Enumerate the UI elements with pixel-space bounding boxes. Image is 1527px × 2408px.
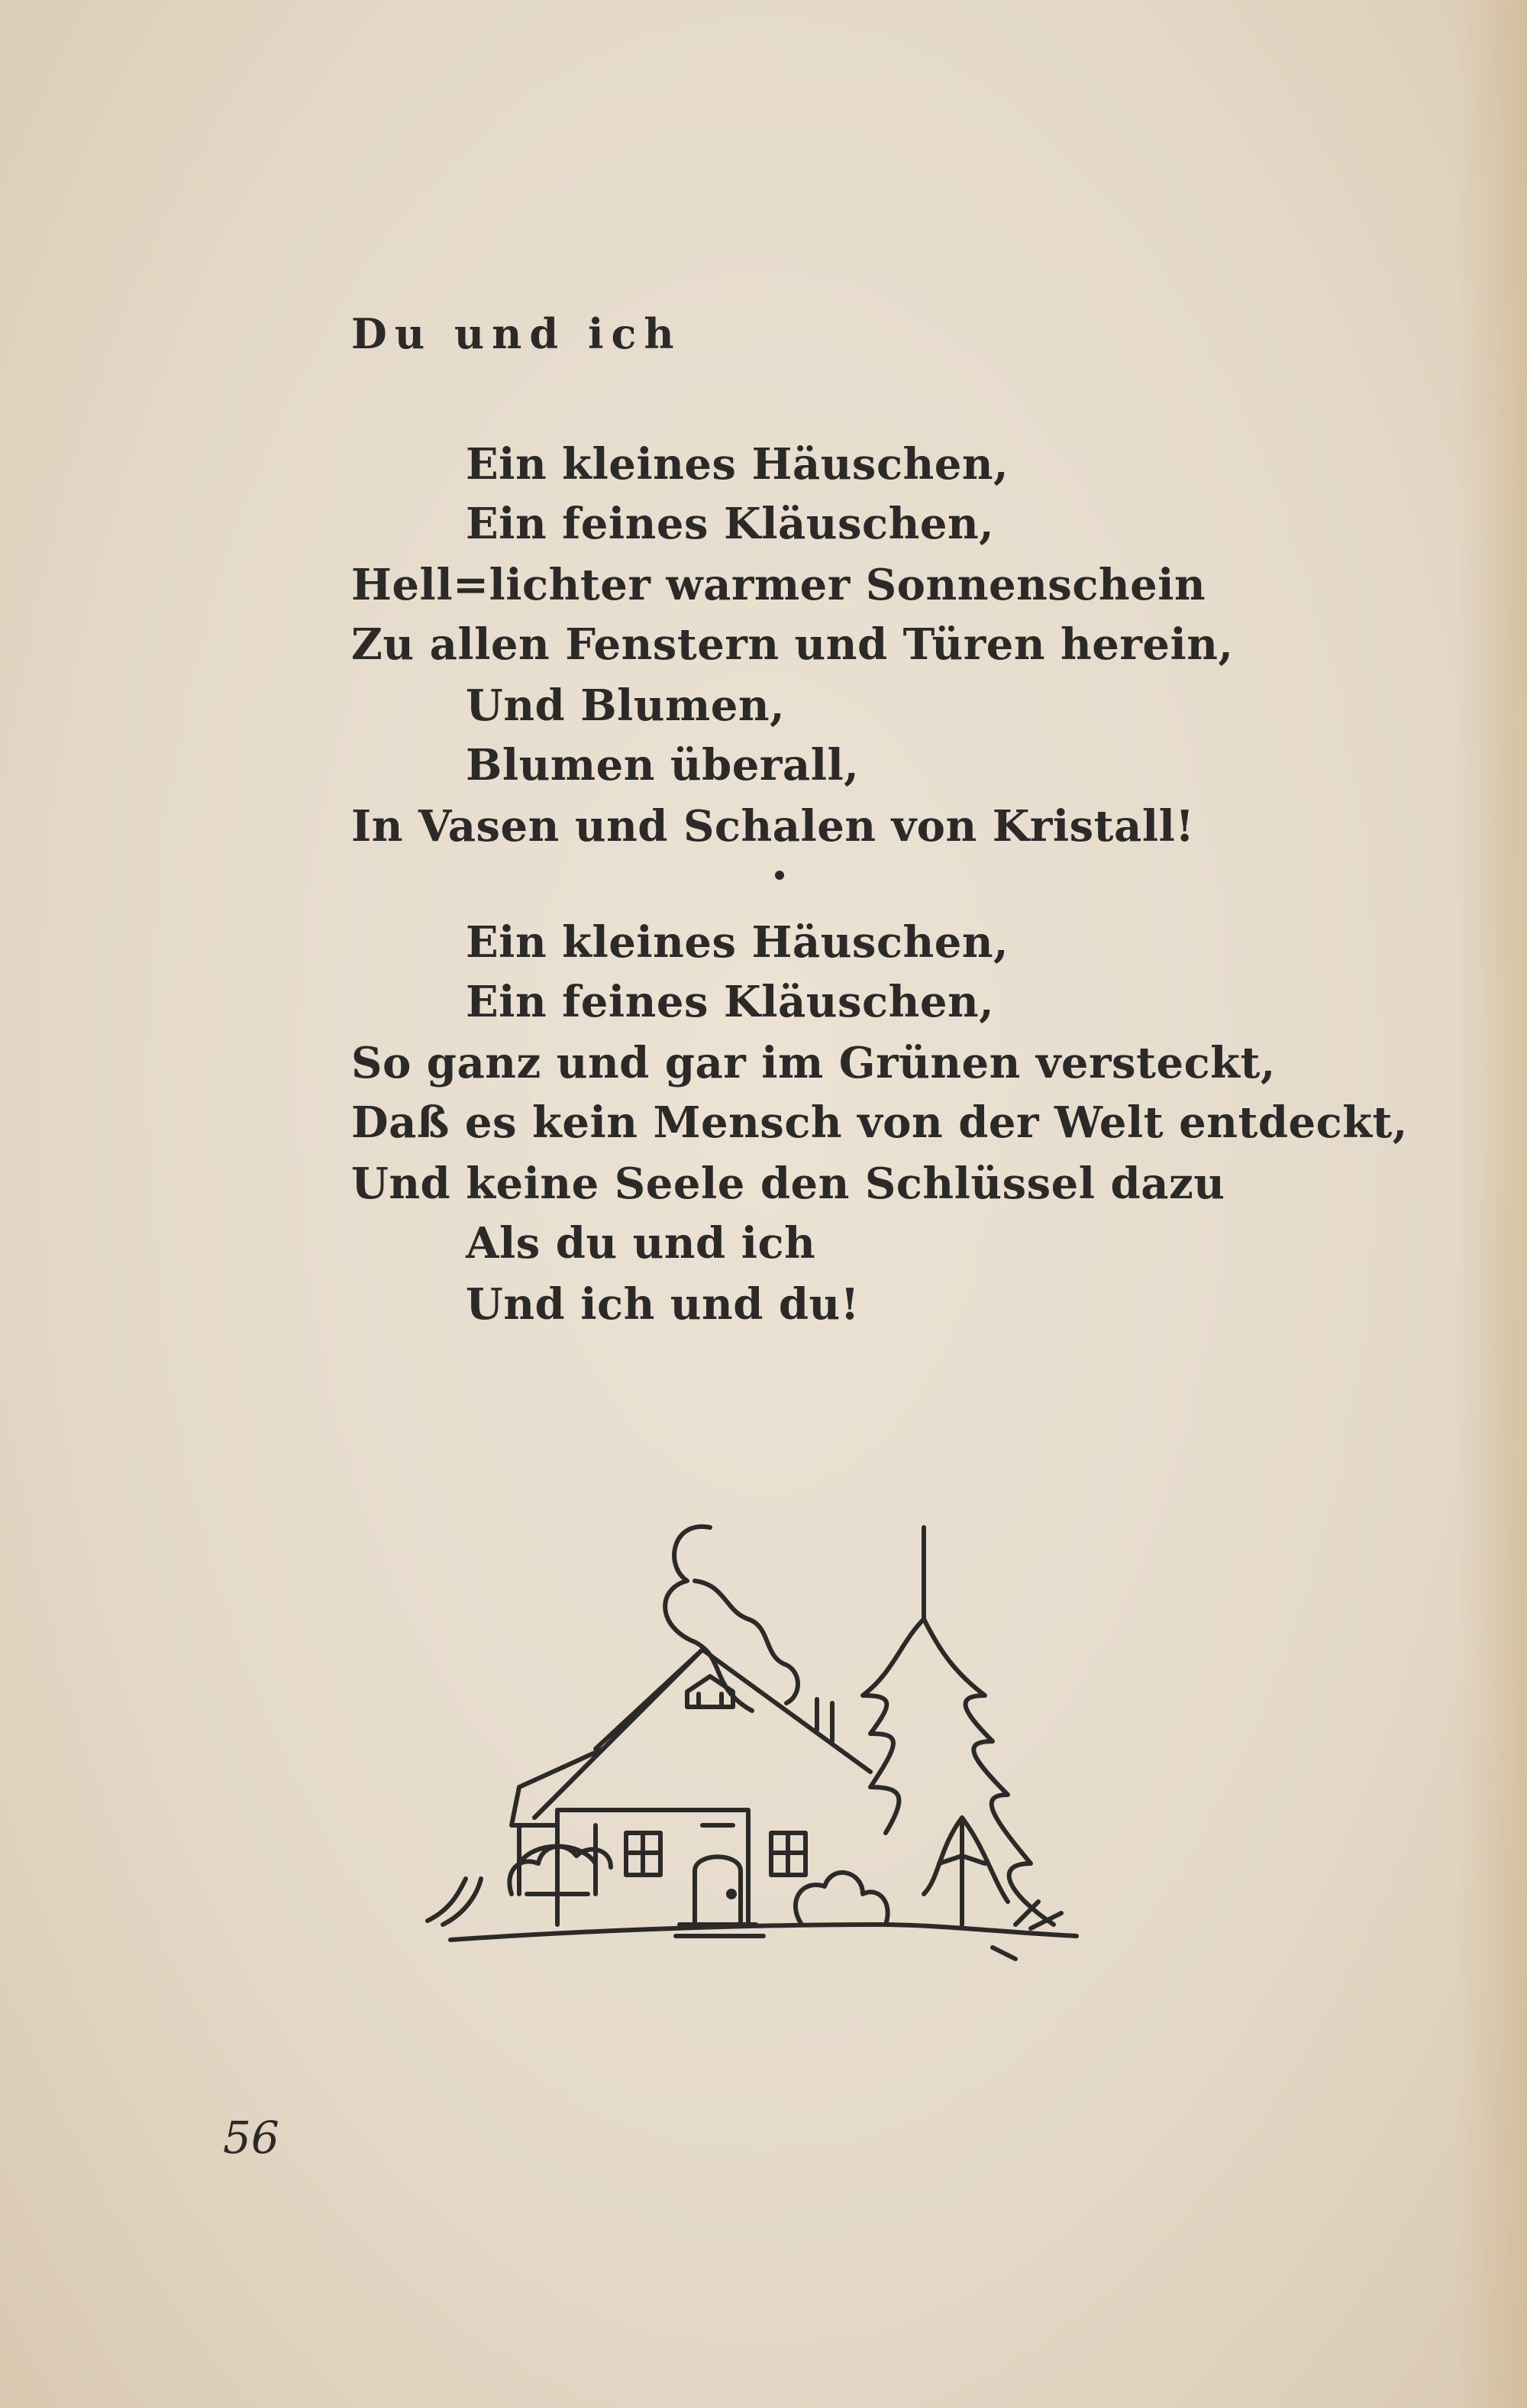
verse-line: Als du und ich (466, 1218, 816, 1269)
verse-line: Ein kleines Häuschen, (466, 917, 1009, 968)
verse-line: Blumen überall, (466, 740, 860, 790)
verse-line: Ein feines Kläuschen, (466, 977, 995, 1027)
chimney-smoke (665, 1527, 798, 1711)
attic-window (687, 1676, 733, 1707)
verse-line: In Vasen und Schalen von Kristall! (351, 801, 1195, 852)
house-with-tree-icon (405, 1497, 1092, 1986)
verse-line: Und Blumen, (466, 680, 786, 731)
verse-line: Zu allen Fenstern und Türen herein, (351, 619, 1234, 670)
fir-tree (863, 1527, 1054, 1925)
stanza-separator-dot (775, 871, 784, 880)
verse-line: Ein feines Kläuschen, (466, 499, 995, 549)
verse-line: Hell=lichter warmer Sonnenschein (351, 560, 1206, 610)
verse-line: So ganz und gar im Grünen versteckt, (351, 1038, 1276, 1088)
small-tree (924, 1818, 1008, 1925)
poem-title: Du und ich (351, 309, 682, 358)
verse-line: Daß es kein Mensch von der Welt entdeckt, (351, 1097, 1408, 1148)
house-roof (534, 1650, 870, 1818)
verse-line: Ein kleines Häuschen, (466, 439, 1009, 490)
page-edge-shading (1458, 0, 1527, 2408)
verse-line: Und keine Seele den Schlüssel dazu (351, 1159, 1225, 1209)
shrub (796, 1873, 888, 1925)
steps (676, 1925, 764, 1936)
verse-line: Und ich und du! (466, 1279, 860, 1330)
page-number: 56 (223, 2112, 279, 2164)
